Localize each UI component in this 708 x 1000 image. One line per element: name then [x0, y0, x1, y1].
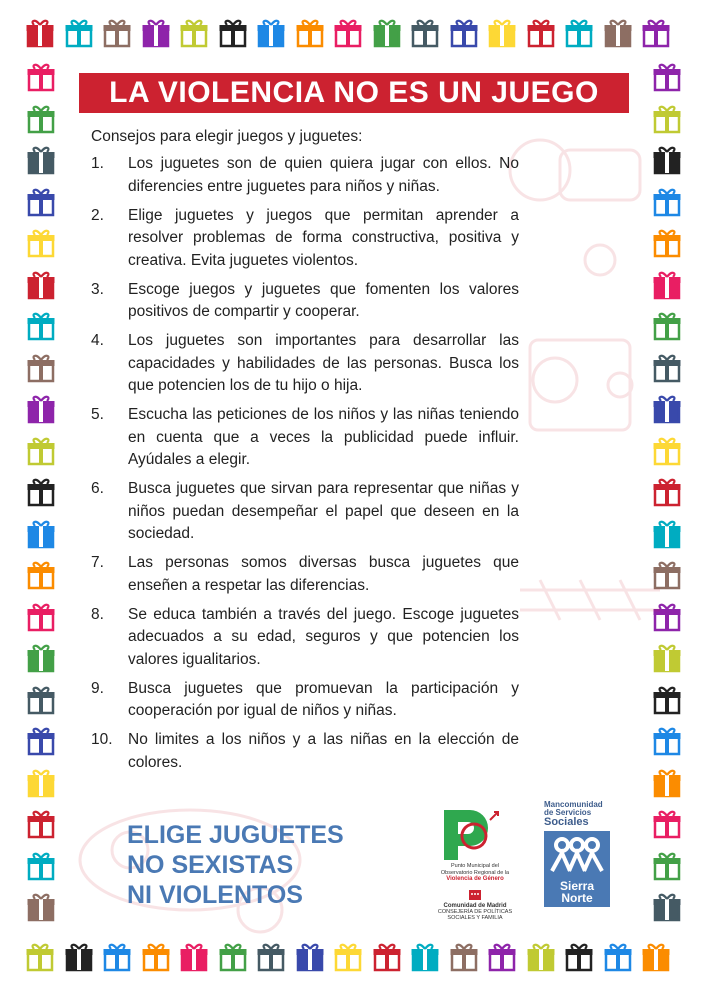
gift-icon — [333, 18, 363, 48]
gift-icon — [26, 353, 56, 383]
intro-text: Consejos para elegir juegos y juguetes: — [91, 128, 363, 145]
sierra-norte-label: Sierra Norte — [559, 879, 595, 905]
gift-icon — [603, 942, 633, 972]
gift-icon — [410, 18, 440, 48]
tip-number: 8. — [91, 605, 104, 623]
gift-icon — [218, 18, 248, 48]
list-item — [91, 478, 519, 546]
gift-icon — [25, 18, 55, 48]
slogan-line: ELIGE JUGUETES — [127, 821, 344, 849]
tip-text: Escucha las peticiones de los niños y las niñas teniendo en cuenta que a veces la publicidad puede influir. Ayúdales a elegir. — [128, 406, 519, 468]
gift-icon — [487, 18, 517, 48]
tip-text: Elige juguetes y juegos que permitan aprender a resolver problemas de forma constructiva, positiva y creativa. Evita juguetes violentos. — [128, 206, 519, 269]
gift-icon — [26, 726, 56, 756]
comunidad-madrid-logo: Comunidad de Madrid CONSEJERÍA DE POLÍTICAS SOCIALES Y FAMILIA — [437, 903, 513, 921]
gift-icon — [26, 602, 56, 632]
list-item — [91, 404, 519, 472]
tip-number: 2. — [91, 206, 104, 224]
gift-icon — [26, 851, 56, 881]
gift-icon — [652, 892, 682, 922]
gift-icon — [26, 270, 56, 300]
gift-icon — [141, 18, 171, 48]
gift-icon — [26, 104, 56, 134]
gift-icon — [652, 809, 682, 839]
list-item — [91, 729, 519, 774]
gift-icon — [652, 726, 682, 756]
list-item — [91, 604, 519, 672]
tip-text: Los juguetes son importantes para desarrollar las capacidades y habilidades de las personas. Busca los que potencien los de tu hijo o hija. — [128, 332, 519, 394]
gift-icon — [26, 62, 56, 92]
gift-icon — [26, 477, 56, 507]
tip-number: 9. — [91, 679, 104, 697]
gift-icon — [564, 18, 594, 48]
slogan-line: NI VIOLENTOS — [127, 881, 303, 909]
gift-icon — [26, 685, 56, 715]
gift-icon — [26, 560, 56, 590]
gift-icon — [372, 18, 402, 48]
tips-list — [91, 153, 519, 781]
tip-number: 3. — [91, 280, 104, 298]
gift-icon — [64, 18, 94, 48]
gift-icon — [652, 62, 682, 92]
tip-number: 6. — [91, 480, 104, 497]
tip-number: 10. — [91, 731, 113, 748]
gift-icon — [449, 18, 479, 48]
tip-number: 5. — [91, 406, 104, 423]
gift-icon — [641, 18, 671, 48]
tip-text: Los juguetes son de quien quiera jugar con ellos. No diferencies entre juguetes para niños y niñas. — [128, 155, 519, 195]
gift-icon — [26, 892, 56, 922]
gift-icon — [564, 942, 594, 972]
gift-icon — [641, 942, 671, 972]
gift-icon — [26, 228, 56, 258]
gift-icon — [526, 942, 556, 972]
list-item — [91, 552, 519, 597]
people-icon — [544, 831, 610, 881]
tip-text: Busca juguetes que sirvan para representar que niñas y niños puedan desempeñar el papel que deseen en la sociedad. — [128, 480, 519, 542]
tip-text: Se educa también a través del juego. Escoge juguetes adecuados a su edad, seguros y que potencien los valores igualitarios. — [128, 605, 519, 668]
gift-icon — [179, 18, 209, 48]
list-item — [91, 279, 519, 324]
gift-icon — [26, 643, 56, 673]
gift-icon — [449, 942, 479, 972]
observatorio-logo — [424, 806, 524, 916]
gift-icon — [526, 18, 556, 48]
gift-icon — [26, 145, 56, 175]
gift-icon — [25, 942, 55, 972]
gift-icon — [333, 942, 363, 972]
gift-icon — [372, 942, 402, 972]
gift-icon — [26, 394, 56, 424]
toy-watermark — [500, 110, 680, 630]
gift-icon — [26, 768, 56, 798]
gift-icon — [652, 643, 682, 673]
gift-icon — [487, 942, 517, 972]
gift-icon — [26, 311, 56, 341]
gift-icon — [26, 436, 56, 466]
page-title: LA VIOLENCIA NO ES UN JUEGO — [79, 73, 629, 113]
tip-text: Busca juguetes que promuevan la participación y cooperación por igual de niños y niñas. — [128, 679, 519, 719]
gift-icon — [603, 18, 633, 48]
mancomunidad-logo: Mancomunidad de Servicios Sociales Sierra Norte — [544, 801, 614, 907]
list-item — [91, 153, 519, 198]
tip-text: Escoge juegos y juguetes que fomenten los valores positivos de compartir y cooperar. — [128, 280, 519, 320]
observatorio-text: Punto Municipal del Observatorio Regional de la Violencia de Género — [440, 863, 510, 882]
tip-number: 4. — [91, 332, 104, 349]
tip-text: No limites a los niños y a las niñas en la elección de colores. — [128, 731, 519, 771]
gift-icon — [26, 809, 56, 839]
list-item — [91, 678, 519, 723]
tip-text: Las personas somos diversas busca juguetes que enseñen a respetar las diferencias. — [128, 554, 519, 594]
gift-icon — [410, 942, 440, 972]
gift-icon — [652, 685, 682, 715]
tip-number: 7. — [91, 554, 104, 571]
gift-icon — [652, 768, 682, 798]
mancomunidad-emblem — [544, 831, 610, 907]
list-item — [91, 330, 519, 398]
gift-icon — [26, 187, 56, 217]
slogan — [127, 820, 344, 910]
slogan-line: NO SEXISTAS — [127, 851, 294, 879]
list-item — [91, 205, 519, 273]
gift-icon — [102, 18, 132, 48]
tip-number: 1. — [91, 155, 104, 172]
gift-icon — [26, 519, 56, 549]
gift-icon — [256, 18, 286, 48]
gift-icon — [652, 851, 682, 881]
gift-icon — [295, 18, 325, 48]
